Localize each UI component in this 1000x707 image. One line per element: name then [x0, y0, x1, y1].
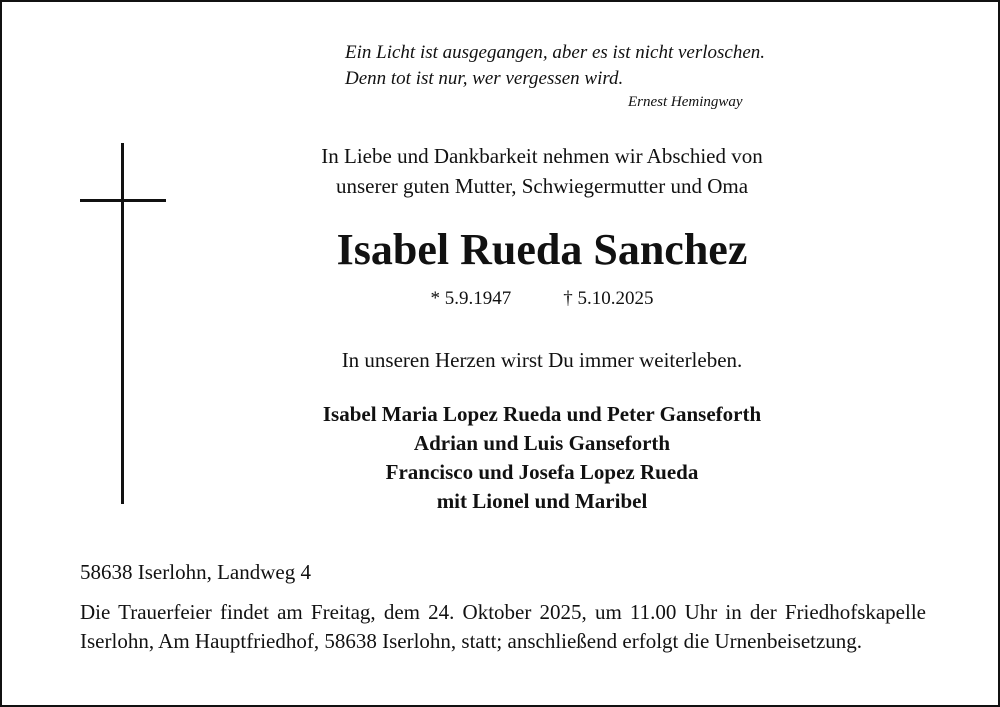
address: 58638 Iserlohn, Landweg 4 [80, 560, 311, 584]
cross-icon-bar [80, 199, 166, 202]
death-date: † 5.10.2025 [563, 288, 654, 309]
family-line: mit Lionel und Maribel [436, 489, 648, 513]
deceased-name: Isabel Rueda Sanchez [336, 225, 748, 274]
life-dates [242, 286, 842, 312]
family-line: Adrian und Luis Ganseforth [413, 431, 671, 455]
family-line: Francisco und Josefa Lopez Rueda [385, 460, 699, 484]
motto: In unseren Herzen wirst Du immer weiterleben. [341, 348, 743, 372]
quote-line: Denn tot ist nur, wer vergessen wird. [345, 68, 624, 89]
intro-line: unserer guten Mutter, Schwiegermutter und Oma [335, 174, 749, 198]
family-line: Isabel Maria Lopez Rueda und Peter Ganseforth [322, 402, 762, 426]
intro-line: In Liebe und Dankbarkeit nehmen wir Abschied von [321, 144, 763, 168]
quote [345, 40, 865, 92]
ceremony-info: Die Trauerfeier findet am Freitag, dem 24. Oktober 2025, um 11.00 Uhr in der Friedhofskapelle Iserlohn, Am Hauptfriedhof, 58638 Iserlohn, statt; anschließend erfolgt die Urnenbeisetzung. [80, 600, 926, 653]
intro-text [242, 141, 842, 201]
family-signatures [242, 400, 842, 516]
quote-author: Ernest Hemingway [628, 94, 743, 110]
cross-icon [121, 143, 124, 504]
quote-line: Ein Licht ist ausgegangen, aber es ist nicht verloschen. [345, 42, 766, 63]
birth-date: * 5.9.1947 [430, 288, 512, 309]
